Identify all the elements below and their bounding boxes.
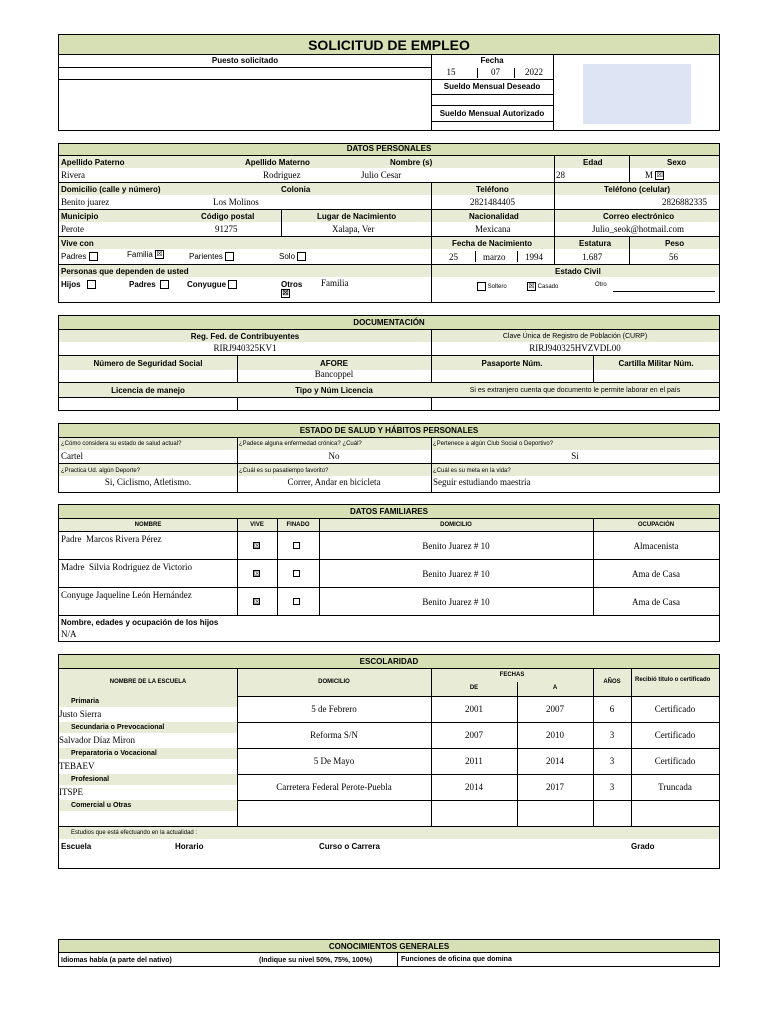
dep-padres[interactable]: Padres	[129, 280, 169, 289]
colonia-label: Colonia	[281, 185, 311, 194]
lugar-nacimiento-value[interactable]: Xalapa, Ver	[332, 224, 375, 234]
fecha-dia[interactable]: 15	[446, 67, 456, 77]
nivel-label: Primaria	[71, 698, 100, 705]
fecha-anio[interactable]: 2022	[525, 67, 543, 77]
vive-con-label: Vive con	[61, 239, 94, 248]
apellido-paterno-value[interactable]: Rivera	[61, 170, 85, 180]
escuela-row	[59, 696, 719, 722]
funciones-label: Funciones de oficina que domina	[401, 956, 512, 963]
vive-padres[interactable]: Padres	[61, 252, 98, 261]
nivel-idioma-label: (Indique su nivel 50%, 75%, 100%)	[259, 957, 373, 964]
escuela-a[interactable]: 2014	[546, 756, 564, 766]
conocimientos-section	[58, 939, 720, 967]
col-finado: FINADO	[286, 522, 310, 528]
familiar-nombre[interactable]: Silvia Rodriguez de Victorio	[89, 562, 193, 572]
escuela-de[interactable]: 2007	[465, 730, 483, 740]
familiar-relacion: Madre	[61, 562, 85, 572]
vive-checkbox[interactable]: ☒	[254, 543, 261, 550]
pasaporte-label: Pasaporte Núm.	[481, 359, 543, 368]
familiar-domicilio[interactable]: Benito Juarez # 10	[422, 597, 490, 607]
peso-value[interactable]: 56	[669, 252, 678, 262]
col-fechas: FECHAS	[499, 672, 525, 678]
salud-a1[interactable]: Cartel	[61, 451, 83, 461]
fnac-mes[interactable]: marzo	[483, 252, 506, 262]
conocimientos-header: CONOCIMIENTOS GENERALES	[59, 940, 719, 953]
colonia-value[interactable]: Los Molinos	[213, 197, 259, 207]
salud-q2: ¿Padece alguna enfermedad crónica? ¿Cuál?	[239, 441, 362, 447]
fecha-mes[interactable]: 07	[491, 67, 500, 77]
afore-label: AFORE	[320, 359, 348, 368]
col-de: DE	[469, 685, 479, 691]
escuela-nombre[interactable]: Salvador Díaz Miron	[59, 735, 135, 745]
escuela-row	[59, 774, 719, 800]
domicilio-label: Domicilio (calle y número)	[61, 185, 161, 194]
salud-a4[interactable]: Si, Ciclismo, Atletismo.	[104, 477, 192, 487]
escuela-de[interactable]: 2001	[465, 704, 483, 714]
escuela-domicilio[interactable]: Reforma S/N	[310, 730, 358, 740]
fecha-nacimiento-label: Fecha de Nacimiento	[452, 239, 533, 248]
escuela-nombre[interactable]: ITSPE	[59, 787, 84, 797]
escuela-a[interactable]: 2017	[546, 782, 564, 792]
dep-conyugue[interactable]: Conyugue	[187, 280, 237, 289]
finado-checkbox[interactable]	[293, 542, 300, 549]
vive-solo[interactable]: Solo	[279, 252, 306, 261]
curp-label: Clave Única de Registro de Población (CURP)	[502, 333, 648, 340]
salud-a2[interactable]: No	[328, 451, 340, 461]
dep-otros-value[interactable]: Familia	[321, 278, 349, 288]
escolaridad-section	[58, 654, 720, 869]
col-escuela: NOMBRE DE LA ESCUELA	[109, 679, 187, 685]
correo-label: Correo electrónico	[603, 212, 675, 221]
escuela-a[interactable]: 2007	[546, 704, 564, 714]
familiar-row	[59, 560, 719, 587]
rfc-value[interactable]: RIRJ940325KV1	[213, 343, 277, 353]
apellido-paterno-label: Apellido Paterno	[61, 158, 125, 167]
sexo-value[interactable]: M ☒	[645, 170, 663, 180]
escuela-de[interactable]: 2011	[465, 756, 483, 766]
salud-q4: ¿Practica Ud. algún Deporte?	[61, 468, 141, 474]
familiares-header: DATOS FAMILIARES	[59, 505, 719, 519]
escuela-anos[interactable]: 3	[609, 782, 615, 792]
nacionalidad-label: Nacionalidad	[469, 212, 519, 221]
cartilla-label: Cartilla Militar Núm.	[618, 359, 694, 368]
escuela-domicilio[interactable]: 5 de Febrero	[311, 704, 357, 714]
estatura-value[interactable]: 1.687	[582, 252, 603, 262]
telefono-value[interactable]: 2821484405	[470, 197, 515, 207]
col-anos: AÑOS	[603, 679, 621, 685]
nombre-value[interactable]: Julio Cesar	[361, 170, 402, 180]
escuela-titulo[interactable]: Certificado	[654, 704, 696, 714]
vive-checkbox[interactable]: ☒	[254, 571, 261, 578]
salud-a6[interactable]: Seguir estudiando maestria	[433, 477, 531, 487]
escuela-nombre[interactable]: TEBAEV	[59, 761, 95, 771]
col-ocupacion: OCUPACIÓN	[637, 522, 675, 528]
familiar-row	[59, 588, 719, 615]
apellido-materno-value[interactable]: Rodriguez	[263, 170, 301, 180]
nivel-label: Secundaria o Prevocacional	[71, 724, 165, 731]
salud-a5[interactable]: Correr, Andar en bicicleta	[287, 477, 381, 487]
fnac-anio[interactable]: 1994	[525, 252, 543, 262]
familiar-relacion: Padre	[61, 534, 82, 544]
estatura-label: Estatura	[579, 239, 612, 248]
sueldo-autorizado-label: Sueldo Mensual Autorizado	[439, 109, 545, 118]
codigo-postal-label: Código postal	[201, 212, 255, 221]
hijos-label: Nombre, edades y ocupación de los hijos	[61, 618, 219, 627]
nacionalidad-value[interactable]: Mexicana	[475, 224, 511, 234]
familiar-domicilio[interactable]: Benito Juarez # 10	[422, 541, 490, 551]
familiar-domicilio[interactable]: Benito Juarez # 10	[422, 569, 490, 579]
familiar-ocupacion[interactable]: Ama de Casa	[632, 597, 680, 607]
curp-value[interactable]: RIRJ940325HVZVDL00	[529, 343, 621, 353]
vive-familia[interactable]: Familia ☒	[127, 250, 163, 259]
familiar-nombre[interactable]: Marcos Rivera Pérez	[86, 534, 162, 544]
nss-label: Número de Seguridad Social	[93, 359, 203, 368]
nivel-label: Preparatoria o Vocacional	[71, 750, 157, 757]
salud-header: ESTADO DE SALUD Y HÁBITOS PERSONALES	[59, 424, 719, 438]
familiar-nombre[interactable]: Jaqueline León Hernández	[95, 590, 192, 600]
puesto-label: Puesto solicitado	[211, 56, 279, 65]
puesto-field[interactable]	[59, 79, 431, 130]
escuela-row	[59, 748, 719, 774]
escuela-titulo[interactable]: Certificado	[654, 756, 696, 766]
escuela-anos[interactable]: 6	[609, 704, 615, 714]
datos-personales-section	[58, 143, 720, 303]
fecha-label: Fecha	[480, 56, 504, 65]
escuela-a[interactable]: 2010	[546, 730, 564, 740]
municipio-label: Municipio	[61, 212, 99, 221]
col-a: A	[552, 685, 558, 691]
escuela-titulo[interactable]: Certificado	[654, 730, 696, 740]
vive-checkbox[interactable]: ☒	[254, 599, 261, 606]
fnac-dia[interactable]: 25	[449, 252, 458, 262]
escuela-row	[59, 722, 719, 748]
dep-otros[interactable]: Otros ☒	[281, 280, 303, 298]
familiar-row	[59, 532, 719, 559]
civil-soltero[interactable]: Soltero	[477, 282, 507, 291]
domicilio-value[interactable]: Benito juarez	[61, 197, 110, 207]
tipo-licencia-label: Tipo y Núm Licencia	[295, 386, 373, 395]
municipio-value[interactable]: Perote	[61, 224, 84, 234]
curso-label: Curso o Carrera	[319, 842, 380, 851]
celular-value[interactable]: 2826882335	[662, 197, 707, 207]
salud-q3: ¿Pertenece a algún Club Social o Deportivo?	[433, 441, 554, 447]
familiares-section	[58, 504, 720, 642]
escuela-domicilio[interactable]: 5 De Mayo	[313, 756, 355, 766]
peso-label: Peso	[665, 239, 685, 248]
col-vive: VIVE	[250, 522, 264, 528]
licencia-label: Licencia de manejo	[111, 386, 185, 395]
correo-value[interactable]: Julio_seok@hotmail.com	[592, 224, 685, 234]
civil-otro[interactable]: Otro	[595, 282, 607, 288]
salud-q1: ¿Cómo considera su estado de salud actual?	[61, 441, 182, 447]
page-title: SOLICITUD DE EMPLEO	[59, 35, 719, 55]
dep-hijos[interactable]: Hijos	[61, 280, 96, 289]
familiar-ocupacion[interactable]: Ama de Casa	[632, 569, 680, 579]
celular-label: Teléfono (celular)	[604, 185, 671, 194]
nivel-label: Profesional	[71, 776, 110, 783]
salud-q5: ¿Cuál es su pasatiempo favorito?	[239, 468, 329, 474]
vive-parientes[interactable]: Parientes	[189, 252, 234, 261]
codigo-postal-value[interactable]: 91275	[215, 224, 238, 234]
datos-personales-header: DATOS PERSONALES	[59, 144, 719, 156]
edad-value[interactable]: 28	[556, 170, 565, 180]
col-esc-domicilio: DOMICILIO	[318, 679, 350, 685]
escuela-titulo[interactable]: Truncada	[658, 782, 692, 792]
familiar-ocupacion[interactable]: Almacenista	[633, 541, 679, 551]
sueldo-deseado-label: Sueldo Mensual Deseado	[443, 82, 541, 91]
escuela-actual-label: Escuela	[61, 842, 92, 851]
extranjero-label: Si es extranjero cuenta que documento le permite laborar en el país	[469, 387, 681, 394]
edad-label: Edad	[583, 158, 603, 167]
nombre-label: Nombre (s)	[390, 158, 433, 167]
estado-civil-label: Estado Civil	[555, 267, 601, 276]
sexo-label: Sexo	[667, 158, 687, 167]
escuela-de[interactable]: 2014	[465, 782, 483, 792]
finado-checkbox[interactable]	[293, 570, 300, 577]
finado-checkbox[interactable]	[293, 598, 300, 605]
nivel-label: Comercial u Otras	[71, 802, 132, 809]
estudios-actuales-label: Estudios que está efectuando en la actualidad :	[71, 830, 198, 836]
escolaridad-header: ESCOLARIDAD	[59, 655, 719, 669]
photo-placeholder[interactable]	[583, 64, 691, 124]
grado-label: Grado	[631, 842, 655, 851]
hijos-value[interactable]: N/A	[61, 629, 77, 639]
documentacion-section	[58, 315, 720, 411]
escuela-anos[interactable]: 3	[609, 756, 615, 766]
salud-q6: ¿Cuál es su meta en la vida?	[433, 468, 511, 474]
salud-a3[interactable]: Si	[571, 451, 579, 461]
dependientes-label: Personas que dependen de usted	[61, 267, 189, 276]
telefono-label: Teléfono	[476, 185, 509, 194]
sexo-checkbox[interactable]: ☒	[656, 171, 663, 180]
documentacion-header: DOCUMENTACIÓN	[59, 316, 719, 330]
escuela-anos[interactable]: 3	[609, 730, 615, 740]
civil-casado[interactable]: ☒ Casado	[528, 283, 559, 291]
escuela-row	[59, 800, 719, 826]
apellido-materno-label: Apellido Materno	[245, 158, 310, 167]
col-titulo: Recibió título o certificado	[635, 677, 711, 683]
horario-label: Horario	[175, 842, 204, 851]
escuela-nombre[interactable]: Justo Sierra	[59, 709, 102, 719]
familiar-relacion: Conyuge	[61, 590, 94, 600]
col-domicilio: DOMICILIO	[440, 522, 472, 528]
col-nombre: NOMBRE	[134, 522, 162, 528]
lugar-nacimiento-label: Lugar de Nacimiento	[317, 212, 397, 221]
afore-value[interactable]: Bancoppel	[314, 369, 354, 379]
salud-section	[58, 423, 720, 493]
application-header	[58, 34, 720, 131]
escuela-domicilio[interactable]: Carretera Federal Perote-Puebla	[276, 782, 392, 792]
rfc-label: Reg. Fed. de Contribuyentes	[190, 332, 300, 341]
idiomas-label: Idiomas habla (a parte del nativo)	[61, 957, 172, 964]
